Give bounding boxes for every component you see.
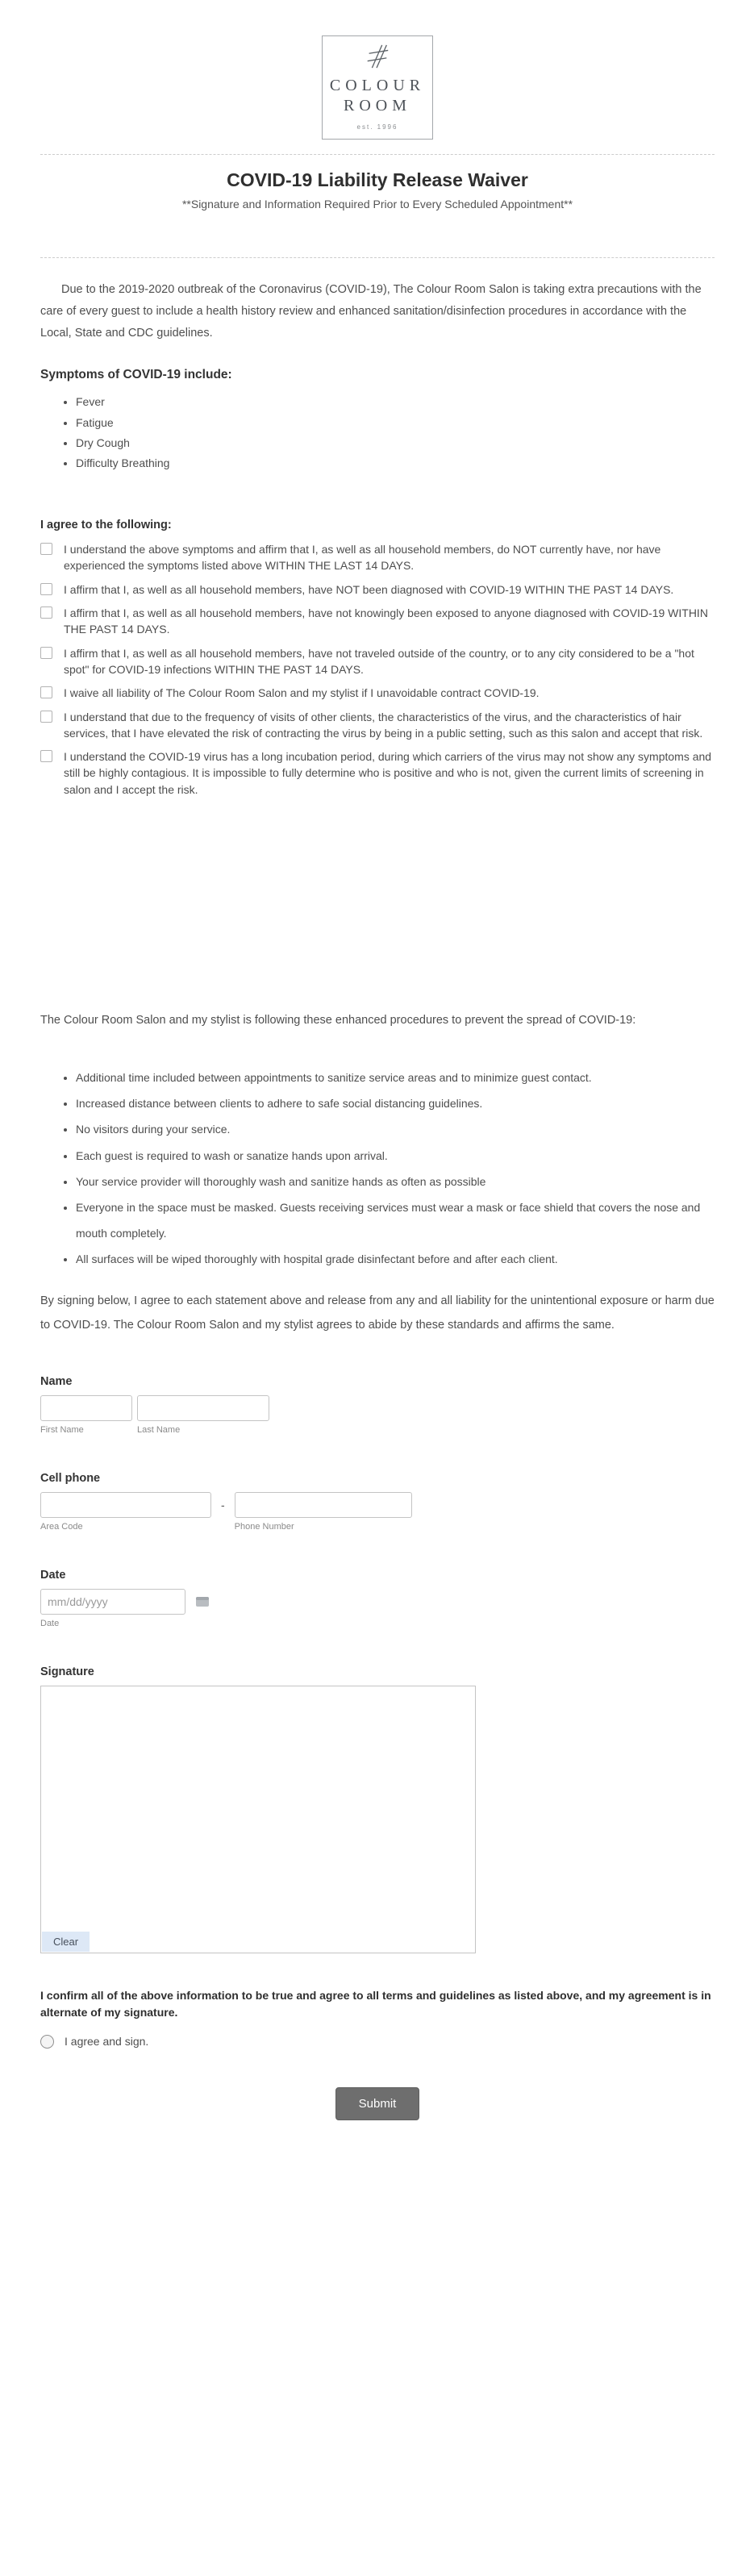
page-title: COVID-19 Liability Release Waiver — [227, 169, 528, 190]
signature-clear-button[interactable]: Clear — [42, 1932, 90, 1952]
agreements-heading: I agree to the following: — [40, 519, 172, 532]
procedure-item: • Increased distance between clients to adhere to safe social distancing guidelines. — [76, 1090, 715, 1116]
intro-paragraph: Due to the 2019-2020 outbreak of the Coronavirus (COVID-19), The Colour Room Salon is taking extra precautions with the care of every guest to include a health history review and enhanced sanitation/disinfection procedures in accordance with the Local, State and CDC guidelines. — [40, 283, 702, 340]
first-name-sublabel: First Name — [40, 1424, 84, 1435]
last-name-sublabel: Last Name — [137, 1424, 181, 1435]
agreement-label-2[interactable]: I affirm that I, as well as all household members, have NOT been diagnosed with COVID-19 WITHIN THE PAST 14 DAYS. — [64, 582, 674, 596]
first-name-input[interactable] — [40, 1395, 132, 1421]
symptom-item: • Dry Cough — [76, 433, 715, 453]
logo-name-line2: ROOM — [343, 97, 411, 115]
confirmation-statement: I confirm all of the above information to be true and agree to all terms and guidelines as listed above, and my agreement is in alternate of my signature. — [40, 1988, 711, 2019]
phone-field-group — [40, 1472, 715, 1532]
agreement-checkbox-4[interactable] — [40, 647, 52, 659]
procedure-item: • Your service provider will thoroughly wash and sanitize hands as often as possible — [76, 1169, 715, 1194]
agreement-checkbox-3[interactable] — [40, 606, 52, 619]
agree-sign-radio[interactable] — [40, 2035, 54, 2049]
signature-field-group — [40, 1665, 715, 1953]
procedure-item: • Everyone in the space must be masked. Guests receiving services must wear a mask or face shield that covers the nose and mouth completely. — [76, 1194, 715, 1246]
agreement-checkbox-5[interactable] — [40, 686, 52, 698]
area-code-input[interactable] — [40, 1492, 211, 1518]
agreement-label-7[interactable]: I understand the COVID-19 virus has a long incubation period, during which carriers of the virus may not show any symptoms and still be highly contagious. It is impossible to fully determine who is positive and who is not, given the current limits of screening in salon and I accept the risk. — [64, 750, 712, 796]
logo-box — [322, 35, 433, 140]
agreement-label-1[interactable]: I understand the above symptoms and affirm that I, as well as all household members, do NOT currently have, nor have experienced the symptoms listed above WITHIN THE LAST 14 DAYS. — [64, 543, 661, 573]
agreement-row[interactable] — [40, 645, 715, 678]
procedures-list — [40, 1065, 715, 1273]
name-label: Name — [40, 1374, 73, 1388]
procedures-intro: The Colour Room Salon and my stylist is following these enhanced procedures to prevent the spread of COVID-19: — [40, 1014, 636, 1027]
agreement-row[interactable] — [40, 541, 715, 574]
divider — [40, 257, 715, 258]
logo — [40, 35, 715, 140]
agreement-checkbox-7[interactable] — [40, 750, 52, 762]
area-code-sublabel: Area Code — [40, 1521, 83, 1532]
agreement-label-5[interactable]: I waive all liability of The Colour Room Salon and my stylist if I unavoidable contract COVID-19. — [64, 686, 540, 700]
logo-mark-icon — [327, 43, 427, 74]
agreement-row[interactable] — [40, 748, 715, 798]
name-field-group — [40, 1375, 715, 1435]
date-field-group — [40, 1569, 715, 1628]
submit-button[interactable]: Submit — [335, 2087, 420, 2120]
agreement-row[interactable] — [40, 581, 715, 598]
agreement-label-6[interactable]: I understand that due to the frequency of visits of other clients, the characteristics of the virus, and the characteristics of hair services, that I have elevated the risk of contracting the virus by being in a public setting, such as this salon and accept that risk. — [64, 710, 703, 740]
closing-paragraph: By signing below, I agree to each statement above and release from any and all liability for the unintentional exposure or harm due to COVID-19. The Colour Room Salon and my stylist agrees to abide by these standards and affirms the same. — [40, 1294, 715, 1332]
page-subtitle: **Signature and Information Required Prior to Every Scheduled Appointment** — [181, 198, 573, 210]
phone-label: Cell phone — [40, 1471, 101, 1485]
date-label: Date — [40, 1568, 66, 1582]
agree-sign-label[interactable]: I agree and sign. — [65, 2035, 149, 2049]
agreement-label-3[interactable]: I affirm that I, as well as all household members, have not knowingly been exposed to anyone diagnosed with COVID-19 WITHIN THE PAST 14 DAYS. — [64, 606, 708, 636]
signature-label: Signature — [40, 1665, 94, 1678]
signature-pad[interactable] — [40, 1686, 476, 1953]
logo-established: est. 1996 — [356, 123, 398, 131]
phone-separator: - — [221, 1498, 225, 1511]
calendar-icon[interactable] — [195, 1595, 210, 1607]
agreement-checkbox-1[interactable] — [40, 543, 52, 555]
last-name-input[interactable] — [137, 1395, 269, 1421]
divider — [40, 154, 715, 155]
symptom-list — [40, 392, 715, 473]
symptoms-heading: Symptoms of COVID-19 include: — [40, 368, 232, 382]
procedure-item: • Additional time included between appointments to sanitize service areas and to minimize guest contact. — [76, 1065, 715, 1090]
agreement-row[interactable] — [40, 709, 715, 742]
symptom-item: • Fever — [76, 392, 715, 412]
date-input[interactable] — [40, 1589, 185, 1615]
agreement-checkbox-2[interactable] — [40, 583, 52, 595]
date-sublabel: Date — [40, 1618, 60, 1628]
procedure-item: • Each guest is required to wash or sanatize hands upon arrival. — [76, 1143, 715, 1169]
logo-name-line1: COLOUR — [329, 77, 426, 94]
agreement-row[interactable] — [40, 605, 715, 638]
agree-sign-row[interactable] — [40, 2035, 715, 2049]
agreement-label-4[interactable]: I affirm that I, as well as all household members, have not traveled outside of the country, or to any city considered to be a "hot spot" for COVID-19 infections WITHIN THE PAST 14 DAYS. — [64, 646, 694, 676]
symptom-item: • Fatigue — [76, 413, 715, 433]
symptom-item: • Difficulty Breathing — [76, 453, 715, 473]
procedure-item: • All surfaces will be wiped thoroughly with hospital grade disinfectant before and after each client. — [76, 1246, 715, 1272]
phone-number-input[interactable] — [235, 1492, 412, 1518]
agreement-checkbox-6[interactable] — [40, 711, 52, 723]
phone-number-sublabel: Phone Number — [234, 1521, 294, 1532]
agreement-row[interactable] — [40, 685, 715, 701]
procedure-item: • No visitors during your service. — [76, 1116, 715, 1142]
